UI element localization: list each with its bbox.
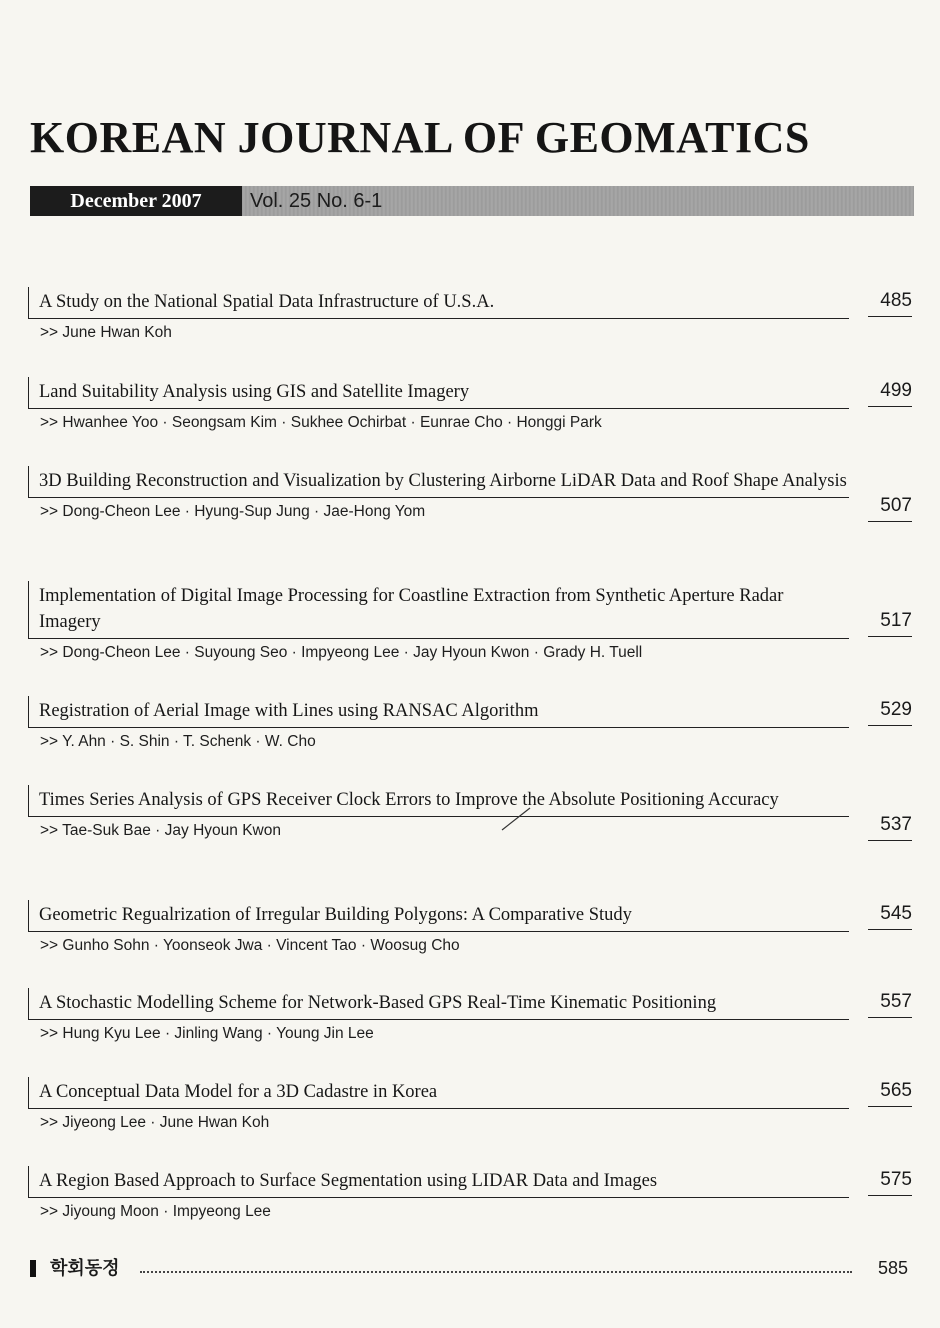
toc-entry[interactable]	[28, 900, 914, 955]
toc-entry-page[interactable]: 565	[868, 1079, 912, 1107]
toc-entry-page[interactable]: 507	[868, 494, 912, 522]
footer	[30, 1255, 910, 1281]
issue-bar	[30, 186, 914, 216]
issue-date: December 2007	[30, 186, 242, 216]
toc-entry-page[interactable]: 529	[868, 698, 912, 726]
toc-entry-title[interactable]: Times Series Analysis of GPS Receiver Clock Errors to Improve the Absolute Positioning Accuracy	[28, 785, 849, 817]
footer-dot-leader	[140, 1271, 852, 1273]
toc-entry-title[interactable]: Land Suitability Analysis using GIS and Satellite Imagery	[28, 377, 849, 409]
footer-marker	[30, 1260, 36, 1277]
toc-entry[interactable]	[28, 696, 914, 751]
toc-entry[interactable]	[28, 1166, 914, 1221]
toc-entry-title[interactable]: A Study on the National Spatial Data Infrastructure of U.S.A.	[28, 287, 849, 319]
footer-page[interactable]: 585	[877, 1258, 908, 1278]
toc-entry-authors: >> Y. Ahn · S. Shin · T. Schenk · W. Cho	[40, 733, 316, 750]
toc-entry[interactable]	[28, 785, 914, 840]
toc-entry-title[interactable]: A Stochastic Modelling Scheme for Network-Based GPS Real-Time Kinematic Positioning	[28, 988, 849, 1020]
toc-entry-authors: >> Gunho Sohn · Yoonseok Jwa · Vincent Tao · Woosug Cho	[40, 937, 460, 954]
toc-entry[interactable]	[28, 466, 914, 521]
toc-entry-title[interactable]: A Region Based Approach to Surface Segmentation using LIDAR Data and Images	[28, 1166, 849, 1198]
journal-title: KOREAN JOURNAL OF GEOMATICS	[30, 113, 810, 162]
toc-entry[interactable]	[28, 988, 914, 1043]
toc-entry-title[interactable]: Registration of Aerial Image with Lines using RANSAC Algorithm	[28, 696, 849, 728]
toc-entry-authors: >> Hung Kyu Lee · Jinling Wang · Young Jin Lee	[40, 1025, 374, 1042]
toc-entry-page[interactable]: 545	[868, 902, 912, 930]
toc-entry-authors: >> June Hwan Koh	[40, 324, 172, 341]
toc-entry-page[interactable]: 517	[868, 609, 912, 637]
toc-entry-authors: >> Jiyeong Lee · June Hwan Koh	[40, 1114, 270, 1131]
toc-entry-title[interactable]: Geometric Regualrization of Irregular Building Polygons: A Comparative Study	[28, 900, 849, 932]
toc-entry-title[interactable]: Implementation of Digital Image Processing for Coastline Extraction from Synthetic Aperture Radar Imagery	[28, 581, 849, 639]
toc-entry-title[interactable]: A Conceptual Data Model for a 3D Cadastre in Korea	[28, 1077, 849, 1109]
toc-entry-page[interactable]: 575	[868, 1168, 912, 1196]
issue-volume: Vol. 25 No. 6-1	[250, 190, 383, 212]
toc-entry-title[interactable]: 3D Building Reconstruction and Visualization by Clustering Airborne LiDAR Data and Roof Shape Analysis	[28, 466, 849, 498]
toc-entry[interactable]	[28, 287, 914, 342]
toc-entry[interactable]	[28, 1077, 914, 1132]
toc-entry-authors: >> Jiyoung Moon · Impyeong Lee	[40, 1203, 271, 1220]
toc-entry-authors: >> Tae-Suk Bae · Jay Hyoun Kwon	[40, 822, 281, 839]
toc-entry-page[interactable]: 537	[868, 813, 912, 841]
toc-entry-authors: >> Dong-Cheon Lee · Suyoung Seo · Impyeong Lee · Jay Hyoun Kwon · Grady H. Tuell	[40, 644, 643, 661]
toc-entry-authors: >> Hwanhee Yoo · Seongsam Kim · Sukhee Ochirbat · Eunrae Cho · Honggi Park	[40, 414, 602, 431]
toc-entry-page[interactable]: 557	[868, 990, 912, 1018]
toc-entry[interactable]	[28, 377, 914, 432]
toc-entry-authors: >> Dong-Cheon Lee · Hyung-Sup Jung · Jae-Hong Yom	[40, 503, 426, 520]
toc-entry-page[interactable]: 499	[868, 379, 912, 407]
toc-entry-page[interactable]: 485	[868, 289, 912, 317]
footer-label[interactable]: 학회동정	[50, 1258, 120, 1278]
toc-entry[interactable]	[28, 581, 914, 662]
pen-mark	[500, 806, 534, 832]
